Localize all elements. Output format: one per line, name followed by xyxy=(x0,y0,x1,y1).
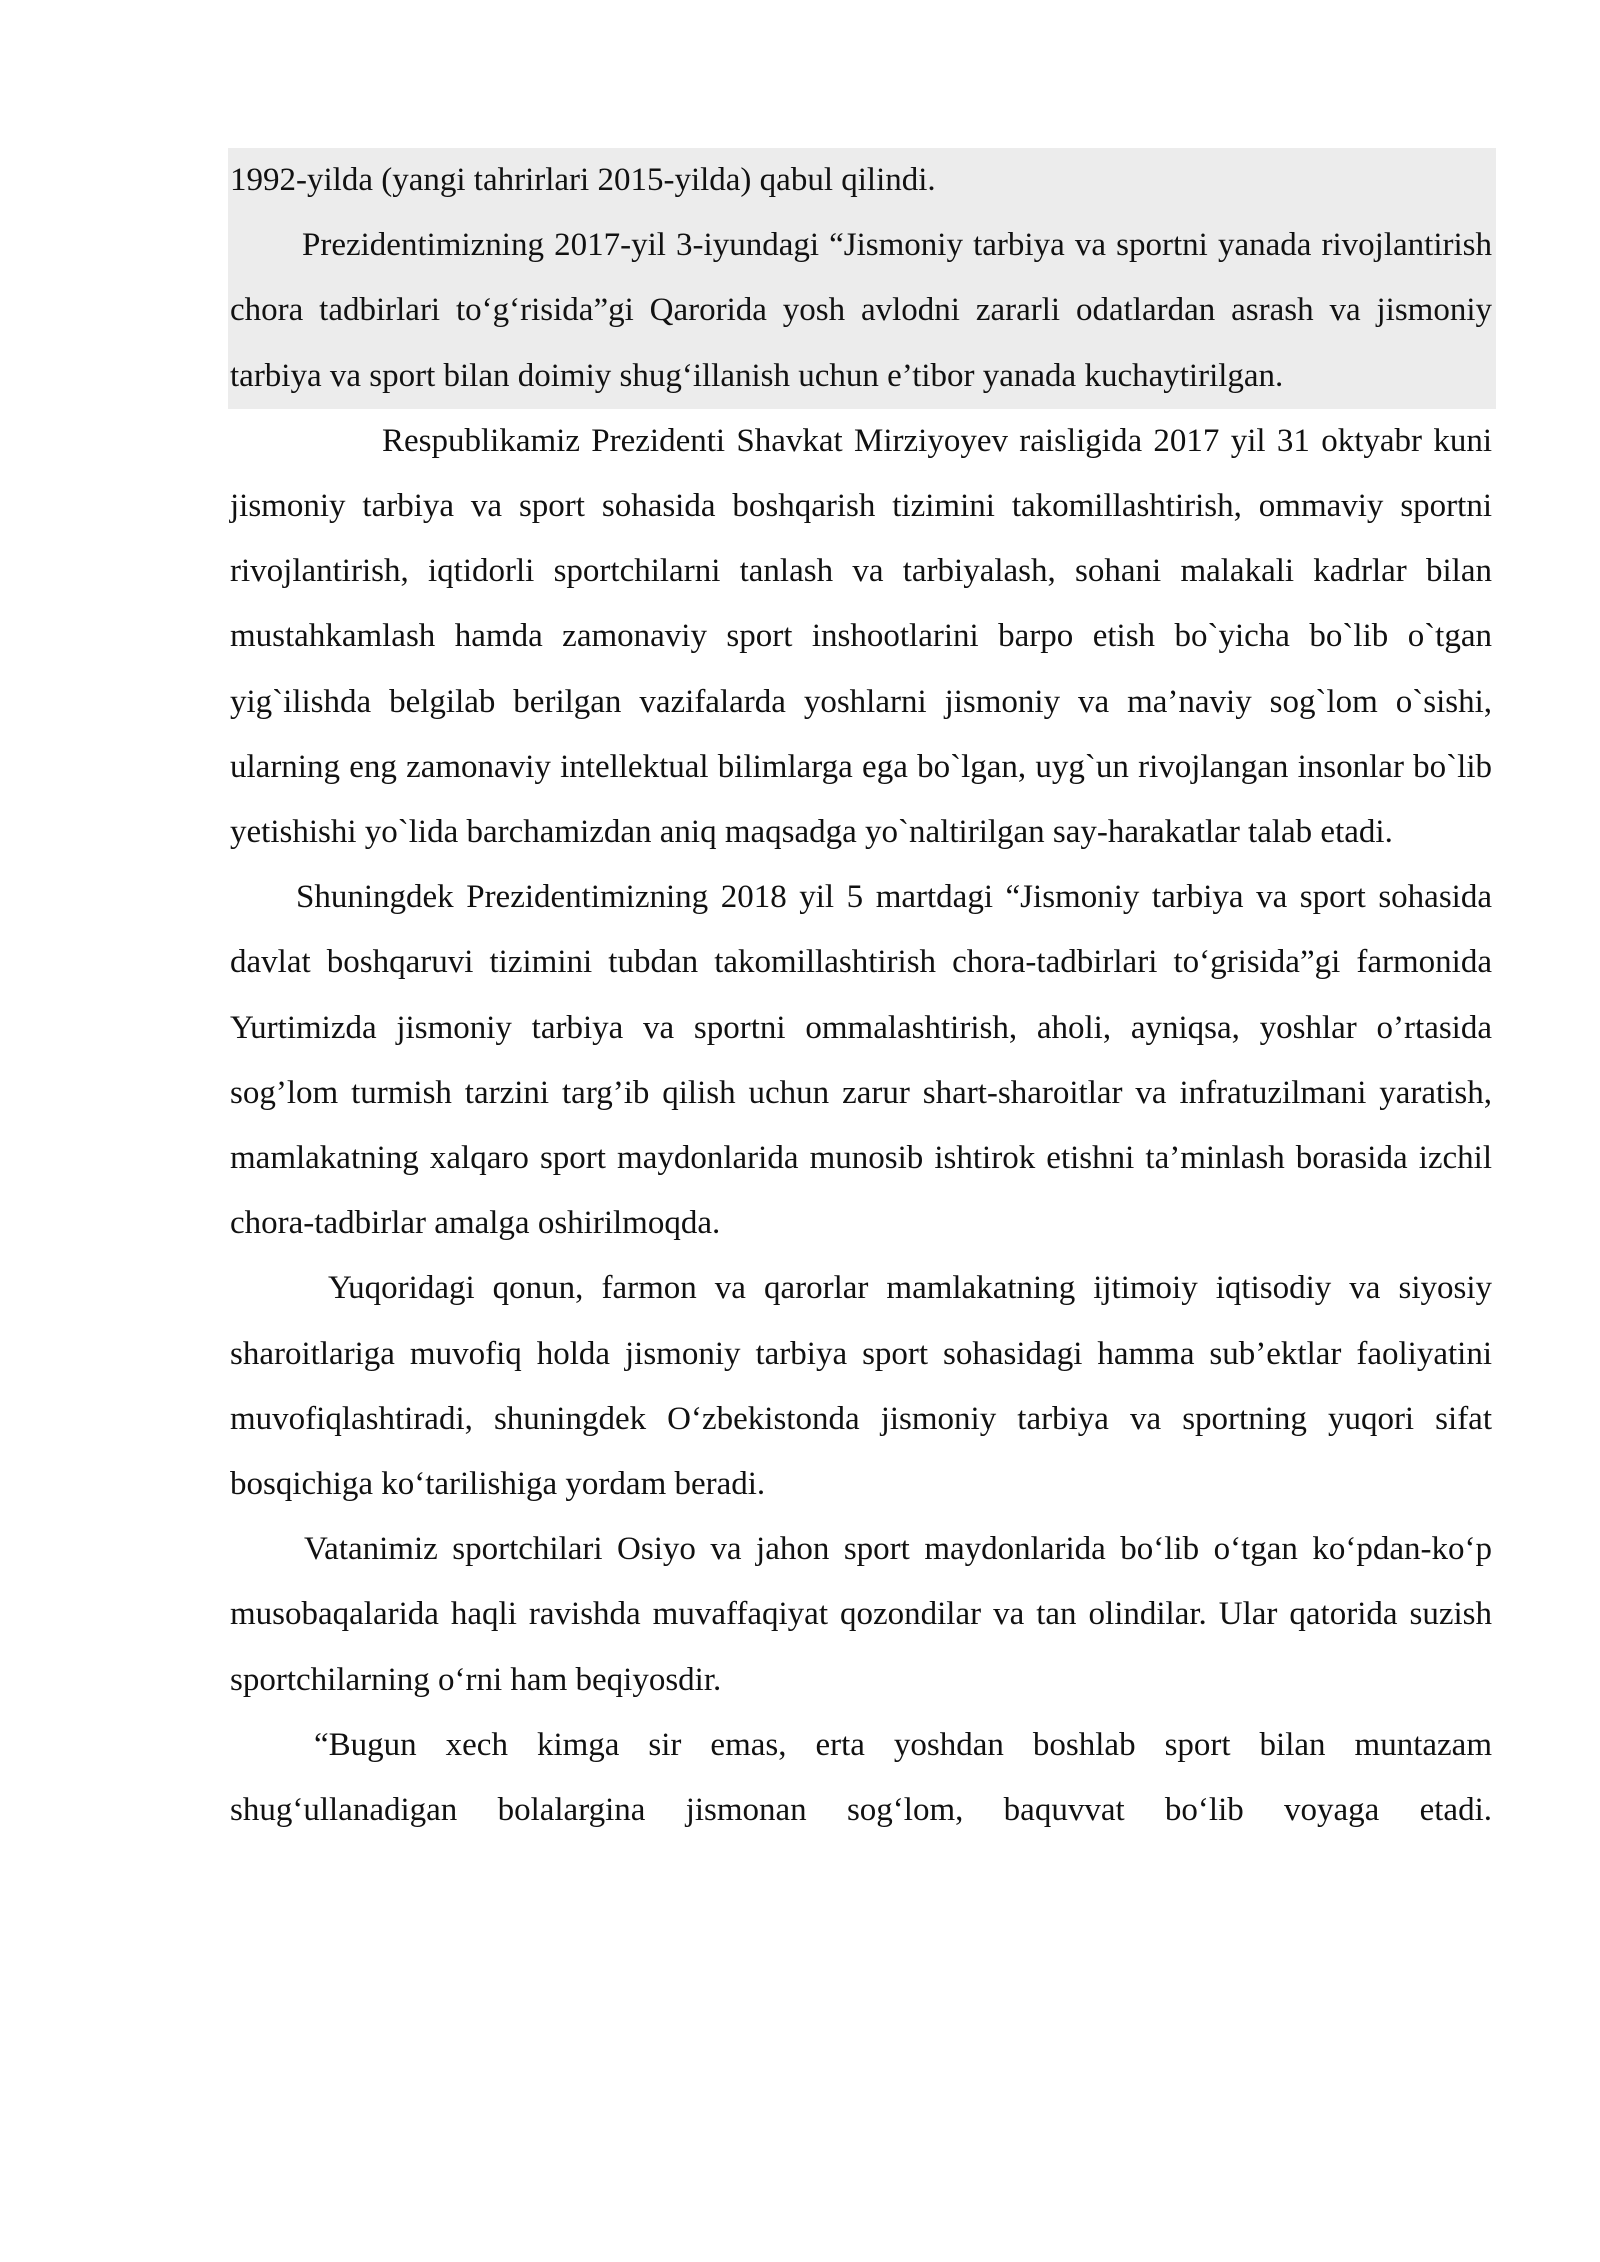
paragraph-athletes-success: Vatanimiz sportchilari Osiyo va jahon sport maydonlarida bo‘lib o‘tgan ko‘pdan-ko‘p musobaqalarida haqli ravishda muvaffaqiyat qozondilar va tan olindilar. Ular qatorida suzish sportchilarning o‘rni ham beqiyosdir. xyxy=(230,1531,1492,1698)
paragraph-law-adoption: 1992-yilda (yangi tahrirlari 2015-yilda) qabul qilindi. xyxy=(230,162,936,198)
paragraph-laws-coordination: Yuqoridagi qonun, farmon va qarorlar mamlakatning ijtimoiy iqtisodiy va siyosiy sharoitlariga muvofiq holda jismoniy tarbiya sport sohasidagi hamma sub’ektlar faoliyatini muvofiqlashtiradi, shuningdek O‘zbekistonda jismoniy tarbiya va sportning yuqori sifat bosqichiga ko‘tarilishiga yordam beradi. xyxy=(230,1270,1492,1503)
highlighted-passage xyxy=(228,148,1496,409)
paragraph-meeting-2017-october: Respublikamiz Prezidenti Shavkat Mirziyoyev raisligida 2017 yil 31 oktyabr kuni jismoniy tarbiya va sport sohasida boshqarish tizimini takomillashtirish, ommaviy sportni rivojlantirish, iqtidorli sportchilarni tanlash va tarbiyalash, sohani malakali kadrlar bilan mustahkamlash hamda zamonaviy sport inshootlarini barpo etish bo`yicha bo`lib o`tgan yig`ilishda belgilab berilgan vazifalarda yoshlarni jismoniy va ma’naviy sog`lom o`sishi, ularning eng zamonaviy intellektual bilimlarga ega bo`lgan, uyg`un rivojlangan insonlar bo`lib yetishishi yo`lida barchamizdan aniq maqsadga yo`naltirilgan say-harakatlar talab etadi. xyxy=(230,422,1492,851)
paragraph-quote-sport: “Bugun xech kimga sir emas, erta yoshdan boshlab sport bilan muntazam shug‘ullanadigan bolalargina jismonan sog‘lom, baquvvat bo‘lib voyaga etadi. xyxy=(230,1726,1492,1829)
paragraph-decree-2018-march: Shuningdek Prezidentimizning 2018 yil 5 martdagi “Jismoniy tarbiya va sport sohasida davlat boshqaruvi tizimini tubdan takomillashtirish chora-tadbirlari to‘grisida”gi farmonida Yurtimizda jismoniy tarbiya va sportni ommalashtirish, aholi, ayniqsa, yoshlar o’rtasida sog’lom turmish tarzini targ’ib qilish uchun zarur shart-sharoitlar va infratuzilmani yaratish, mamlakatning xalqaro sport maydonlarida munosib ishtirok etishni ta’minlash borasida izchil chora-tadbirlar amalga oshirilmoqda. xyxy=(230,879,1492,1242)
document-body xyxy=(230,148,1492,1843)
paragraph-decree-2017-june: Prezidentimizning 2017-yil 3-iyundagi “Jismoniy tarbiya va sportni yanada rivojlantirish chora tadbirlari to‘g‘risida”gi Qarorida yosh avlodni zararli odatlardan asrash va jismoniy tarbiya va sport bilan doimiy shug‘illanish uchun e’tibor yanada kuchaytirilgan. xyxy=(230,227,1492,394)
